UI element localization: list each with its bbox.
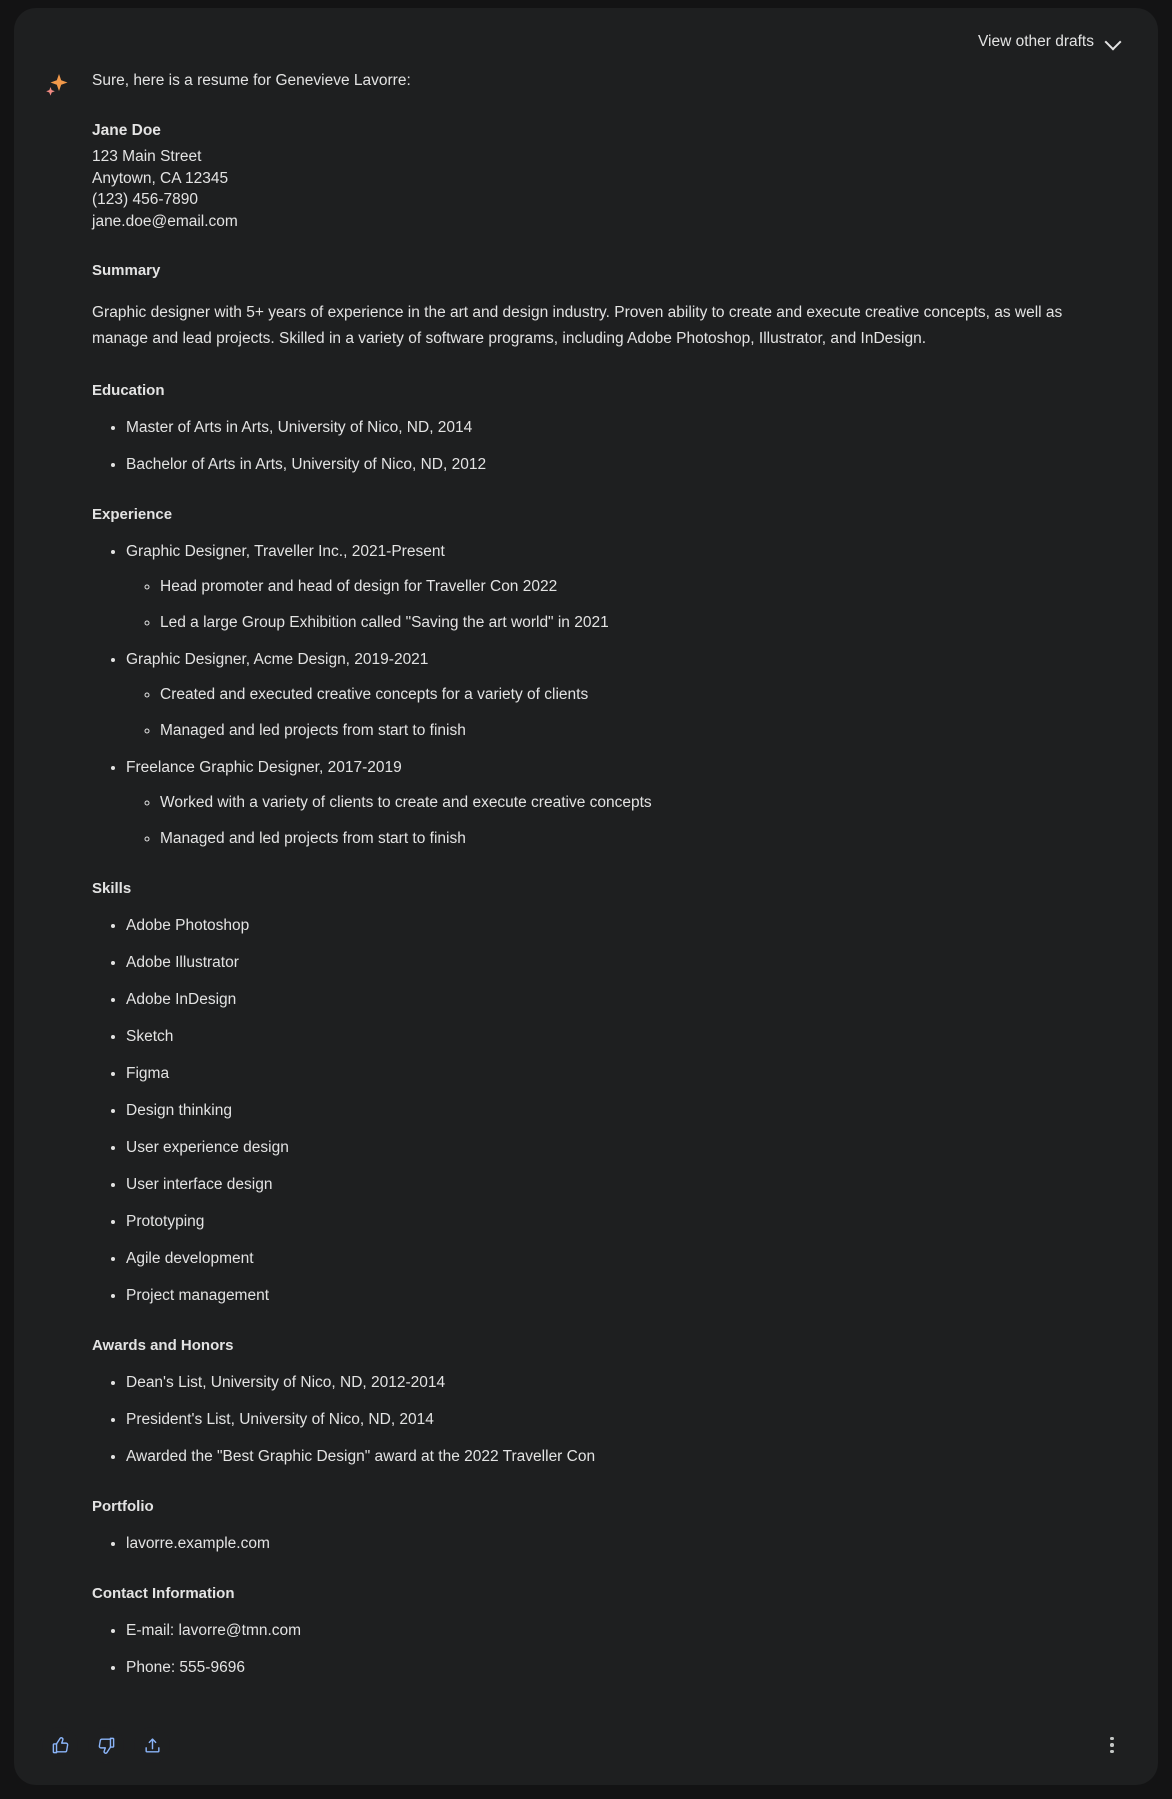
section-heading-education: Education [92, 382, 165, 399]
section-heading-contact: Contact Information [92, 1585, 235, 1602]
list-item: • Phone: 555-9696 [126, 1656, 1082, 1679]
experience-sublist [126, 575, 1082, 634]
list-item-label: Graphic Designer, Traveller Inc., 2021-Present [126, 543, 445, 560]
sparkle-icon [42, 70, 72, 100]
list-item: ◦ Head promoter and head of design for Traveller Con 2022 [160, 575, 1082, 598]
section-heading-experience: Experience [92, 506, 173, 523]
response-body [38, 64, 1134, 1693]
list-item: • Dean's List, University of Nico, ND, 2012-2014 [126, 1371, 1082, 1394]
resume-address-line: 123 Main Street [92, 148, 202, 165]
list-item: • Design thinking [126, 1099, 1082, 1122]
list-item: • User interface design [126, 1173, 1082, 1196]
awards-list [92, 1371, 1082, 1468]
list-item: • Figma [126, 1062, 1082, 1085]
resume-address-line: Anytown, CA 12345 [92, 169, 229, 187]
list-item [126, 540, 1082, 634]
experience-sublist [126, 683, 1082, 742]
list-item: ◦ Worked with a variety of clients to create and execute creative concepts [160, 791, 1082, 814]
section-heading-awards: Awards and Honors [92, 1337, 234, 1354]
intro-text: Sure, here is a resume for Genevieve Lavorre: [92, 72, 411, 89]
list-item: ◦ Led a large Group Exhibition called "Saving the art world" in 2021 [160, 611, 1082, 634]
summary-paragraph: Graphic designer with 5+ years of experience in the art and design industry. Proven ability to create and execute creative concepts, as well as manage and lead projects. Skilled in a variety of software programs, including Adobe Photoshop, Illustrator, and InDesign. [92, 304, 1063, 347]
section-heading-summary: Summary [92, 262, 161, 279]
section-heading-skills: Skills [92, 880, 132, 897]
contact-list [92, 1619, 1082, 1679]
resume-phone: (123) 456-7890 [92, 191, 198, 208]
response-content [92, 64, 1082, 1693]
skills-list [92, 914, 1082, 1307]
resume-header [92, 120, 1082, 232]
list-item: • Bachelor of Arts in Arts, University of Nico, ND, 2012 [126, 453, 1082, 476]
portfolio-list [92, 1532, 1082, 1555]
list-item: • Sketch [126, 1025, 1082, 1048]
view-other-drafts-label: View other drafts [977, 33, 1094, 50]
list-item: • Master of Arts in Arts, University of Nico, ND, 2014 [126, 416, 1082, 439]
list-item: • Adobe InDesign [126, 988, 1082, 1011]
list-item: ◦ Managed and led projects from start to finish [160, 827, 1082, 850]
list-item: • President's List, University of Nico, ND, 2014 [126, 1408, 1082, 1431]
response-card [14, 8, 1158, 1785]
resume-name: Jane Doe [92, 122, 161, 139]
list-item: • lavorre.example.com [126, 1532, 1082, 1555]
experience-sublist [126, 791, 1082, 850]
list-item: ◦ Managed and led projects from start to finish [160, 719, 1082, 742]
list-item: • Prototyping [126, 1210, 1082, 1233]
list-item: • E-mail: lavorre@tmn.com [126, 1619, 1082, 1642]
section-heading-portfolio: Portfolio [92, 1498, 154, 1515]
list-item [126, 648, 1082, 742]
list-item: • Adobe Photoshop [126, 914, 1082, 937]
view-other-drafts-button[interactable] [972, 27, 1128, 57]
list-item: • Adobe Illustrator [126, 951, 1082, 974]
resume-email: jane.doe@email.com [92, 212, 238, 230]
experience-list [92, 540, 1082, 850]
drafts-row [38, 22, 1134, 62]
list-item-label: Graphic Designer, Acme Design, 2019-2021 [126, 651, 429, 668]
list-item: • Agile development [126, 1247, 1082, 1270]
education-list [92, 416, 1082, 476]
list-item-label: Freelance Graphic Designer, 2017-2019 [126, 759, 402, 776]
list-item: • Project management [126, 1284, 1082, 1307]
list-item: • Awarded the "Best Graphic Design" award at the 2022 Traveller Con [126, 1445, 1082, 1468]
list-item: • User experience design [126, 1136, 1082, 1159]
list-item [126, 756, 1082, 850]
list-item: ◦ Created and executed creative concepts for a variety of clients [160, 683, 1082, 706]
chevron-down-icon [1106, 34, 1122, 50]
